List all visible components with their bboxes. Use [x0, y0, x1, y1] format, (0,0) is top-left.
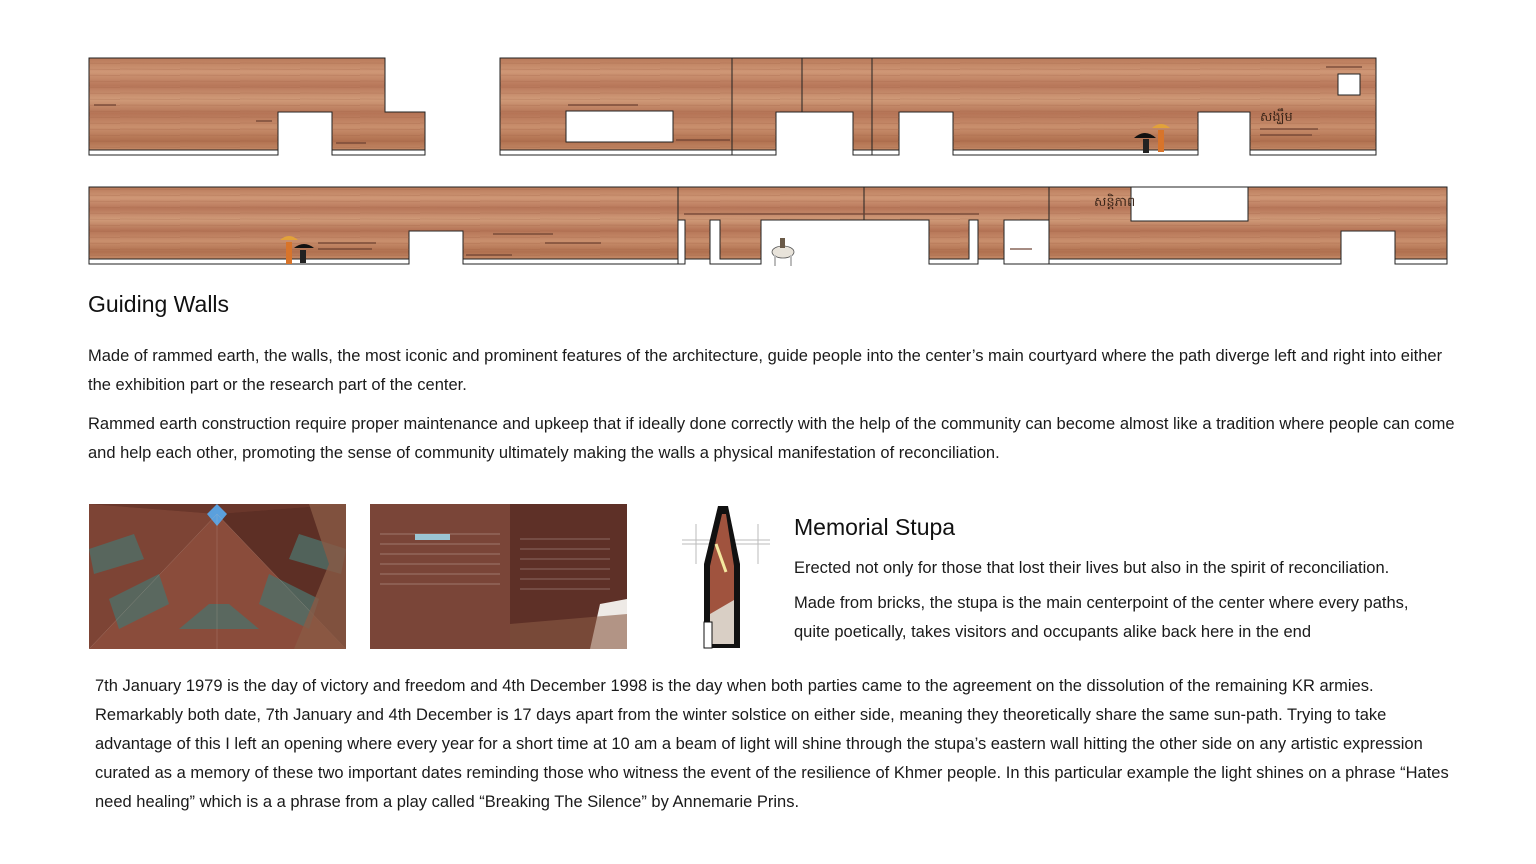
closing-paragraph: 7th January 1979 is the day of victory and freedom and 4th December 1998 is the day when both parties came to the agreement on the dissolution of the remaining KR armies. Remarkably both date, 7th January and 4th December is 17 days apart from the winter solstice on either side, meaning they theoretically share the same sun-path. Trying to take advantage of this I left an opening where every year for a short time at 10 am a beam of light will shine through the stupa’s eastern wall hitting the other side on any artistic expression curated as a memory of these two important dates reminding those who witness the event of the resilience of Khmer people. In this particular example the light shines on a phrase “Hates need healing” which is a a phrase from a play called “Breaking The Silence” by Annemarie Prins. [95, 677, 1449, 811]
section-title-guiding-walls: Guiding Walls [88, 291, 230, 317]
stupa-interior-render-looking-up [89, 504, 346, 649]
wall-segment-a [89, 58, 425, 155]
wall-segment-b [500, 58, 1376, 155]
figures-horse-rider [772, 238, 794, 266]
section-title-memorial-stupa: Memorial Stupa [794, 514, 956, 540]
memorial-stupa-paragraph-1: Erected not only for those that lost their lives but also in the spirit of reconciliation. [794, 559, 1390, 577]
wall-segment-c [89, 187, 1447, 266]
memorial-stupa-paragraph-2: Made from bricks, the stupa is the main centerpoint of the center where every paths, quite poetically, takes visitors and occupants alike back here in the end [794, 594, 1409, 641]
guiding-walls-paragraph-1: Made of rammed earth, the walls, the most iconic and prominent features of the architecture, guide people into the center’s main courtyard where the path diverge left and right into either the exhibition part or the research part of the center. [88, 347, 1443, 394]
wall-elevations [0, 0, 1536, 280]
stupa-interior-render-light-beam [370, 504, 627, 649]
stupa-section-drawing [682, 504, 772, 650]
guiding-walls-paragraph-2: Rammed earth construction require proper maintenance and upkeep that if ideally done correctly with the help of the community can become almost like a tradition where people can come and help each other, promoting the sense of community ultimately making the walls a physical manifestation of reconciliation. [88, 415, 1455, 462]
inscription-peace: សន្តិភាព [1094, 195, 1136, 210]
inscription-hope: សង្ឃឹម [1260, 110, 1293, 125]
